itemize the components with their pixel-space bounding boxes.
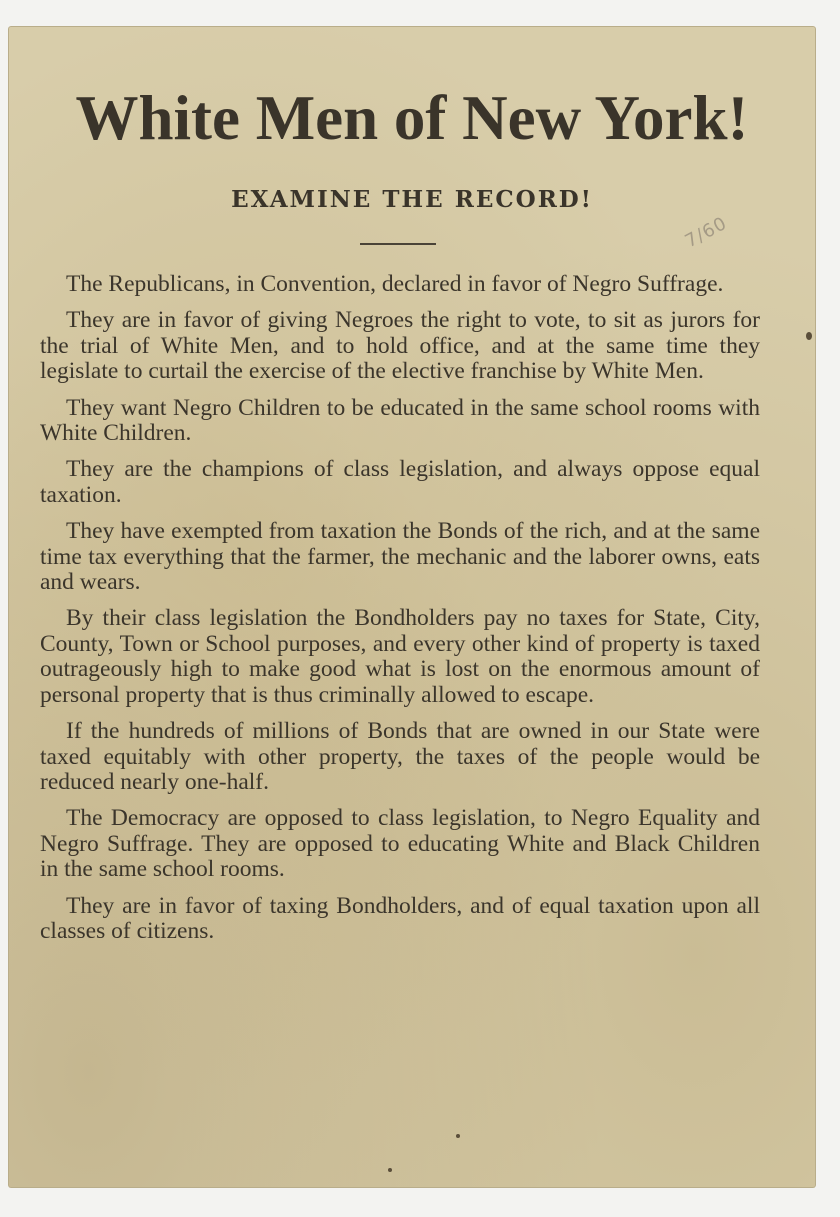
paragraph-2: They are in favor of giving Negroes the right to vote, to sit as jurors for the trial of White Men, and to hold office, and at the same time they legislate to curtail the exercise of the elective franchise by White Men. [40,307,760,385]
pencil-annotation: 7/60 [681,212,731,253]
page-title: White Men of New York! [75,83,749,153]
paragraph-6: By their class legislation the Bondholders pay no taxes for State, City, County, Town or School purposes, and every other kind of property is taxed outrageously high to make good what is lost on the enormous amount of personal property that is thus criminally allowed to escape. [40,605,760,708]
broadside-card [8,26,816,1188]
paragraph-7: If the hundreds of millions of Bonds that are owned in our State were taxed equitably with other property, the taxes of the people would be reduced nearly one-half. [40,718,760,795]
paragraph-4: They are the champions of class legislation, and always oppose equal taxation. [40,456,760,508]
page-subtitle: EXAMINE THE RECORD! [231,186,593,213]
divider-rule [360,243,436,245]
ink-speck [456,1134,460,1138]
paragraph-9: They are in favor of taxing Bondholders, and of equal taxation upon all classes of citizens. [40,892,760,944]
paragraph-3: They want Negro Children to be educated in the same school rooms with White Children. [40,394,760,447]
ink-speck [388,1168,392,1172]
paragraph-5: They have exempted from taxation the Bonds of the rich, and at the same time tax everything that the farmer, the mechanic and the laborer owns, eats and wears. [40,518,760,596]
paragraph-8: The Democracy are opposed to class legislation, to Negro Equality and Negro Suffrage. They are opposed to educating White and Black Children in the same school rooms. [40,805,760,883]
paragraph-1: The Republicans, in Convention, declared in favor of Negro Suffrage. [66,271,724,297]
ink-speck [806,332,812,340]
body-text [40,272,760,955]
